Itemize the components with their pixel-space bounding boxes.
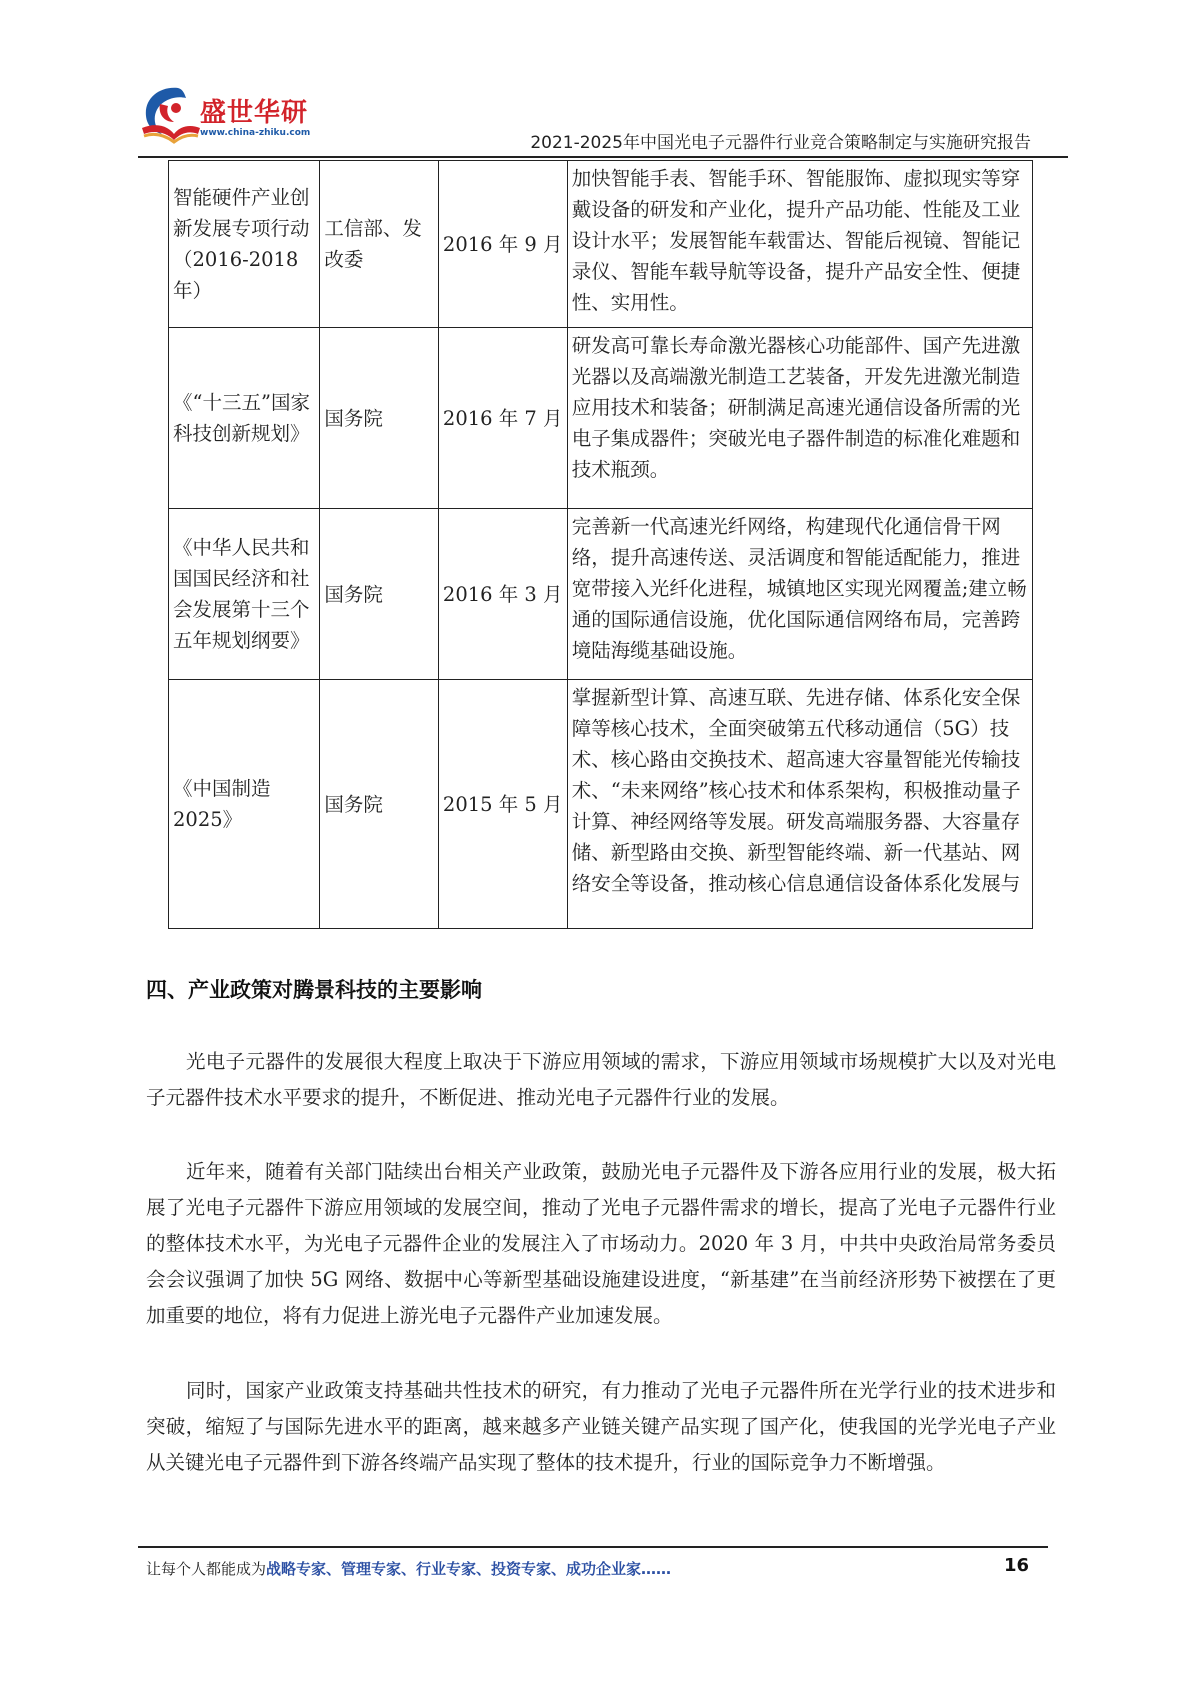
date-cell: 2016 年 7 月 [438,328,567,509]
policy-name-cell: 智能硬件产业创新发展专项行动（2016-2018年） [169,161,320,328]
content-cell: 研发高可靠长寿命激光器核心功能部件、国产先进激光器以及高端激光制造工艺装备，开发先进激光制造应用技术和装备；研制满足高速光通信设备所需的光电子集成器件；突破光电子器件制造的标准化难题和技术瓶颈。 [567,328,1032,509]
department-cell: 国务院 [320,328,439,509]
department-cell: 国务院 [320,680,439,929]
report-title: 2021-2025年中国光电子元器件行业竞合策略制定与实施研究报告 [530,133,1031,153]
table-row [169,509,1033,680]
logo-emblem-icon [138,82,202,146]
policy-name-cell: 《中国制造2025》 [169,680,320,929]
content-cell: 掌握新型计算、高速互联、先进存储、体系化安全保障等核心技术，全面突破第五代移动通信（5G）技术、核心路由交换技术、超高速大容量智能光传输技术、“未来网络”核心技术和体系架构，积极推动量子计算、神经网络等发展。研发高端服务器、大容量存储、新型路由交换、新型智能终端、新一代基站、网络安全等设备，推动核心信息通信设备体系化发展与 [567,680,1032,929]
policy-table [168,160,1033,929]
date-cell: 2016 年 9 月 [438,161,567,328]
department-cell: 国务院 [320,509,439,680]
section-heading: 四、产业政策对腾景科技的主要影响 [146,978,482,1002]
body-paragraph: 近年来，随着有关部门陆续出台相关产业政策，鼓励光电子元器件及下游各应用行业的发展，极大拓展了光电子元器件下游应用领域的发展空间，推动了光电子元器件需求的增长，提高了光电子元器件行业的整体技术水平，为光电子元器件企业的发展注入了市场动力。2020 年 3 月，中共中央政治局常务委员会会议强调了加快 5G 网络、数据中心等新型基础设施建设进度，“新基建”在当前经济形势下被摆在了更加重要的地位，将有力促进上游光电子元器件产业加速发展。 [146,1160,1056,1327]
content-cell: 加快智能手表、智能手环、智能服饰、虚拟现实等穿戴设备的研发和产业化，提升产品功能、性能及工业设计水平；发展智能车载雷达、智能后视镜、智能记录仪、智能车载导航等设备，提升产品安全性、便捷性、实用性。 [567,161,1032,328]
policy-name-cell: 《中华人民共和国国民经济和社会发展第十三个五年规划纲要》 [169,509,320,680]
footer-slogan [146,1558,671,1579]
date-cell: 2016 年 3 月 [438,509,567,680]
slogan-highlight: 战略专家、管理专家、行业专家、投资专家、成功企业家…… [266,1560,672,1578]
department-cell: 工信部、发改委 [320,161,439,328]
table-row [169,161,1033,328]
company-logo [138,82,318,152]
footer-divider [138,1546,1048,1548]
page-number: 16 [1004,1555,1030,1576]
content-cell: 完善新一代高速光纤网络，构建现代化通信骨干网络，提升高速传送、灵活调度和智能适配能力，推进宽带接入光纤化进程，城镇地区实现光网覆盖;建立畅通的国际通信设施，优化国际通信网络布局，完善跨境陆海缆基础设施。 [567,509,1032,680]
table-row [169,328,1033,509]
policy-name-cell: 《“十三五”国家科技创新规划》 [169,328,320,509]
body-paragraph: 光电子元器件的发展很大程度上取决于下游应用领域的需求，下游应用领域市场规模扩大以及对光电子元器件技术水平要求的提升，不断促进、推动光电子元器件行业的发展。 [146,1050,1056,1109]
header-divider [138,156,1068,158]
table-row [169,680,1033,929]
date-cell: 2015 年 5 月 [438,680,567,929]
page-header [0,0,1191,160]
logo-name: 盛世华研 [200,98,309,128]
slogan-prefix: 让每个人都能成为 [146,1560,267,1578]
logo-url: www.china-zhiku.com [200,128,311,138]
body-paragraph: 同时，国家产业政策支持基础共性技术的研究，有力推动了光电子元器件所在光学行业的技术进步和突破，缩短了与国际先进水平的距离，越来越多产业链关键产品实现了国产化，使我国的光学光电子产业从关键光电子元器件到下游各终端产品实现了整体的技术提升，行业的国际竞争力不断增强。 [146,1379,1056,1474]
